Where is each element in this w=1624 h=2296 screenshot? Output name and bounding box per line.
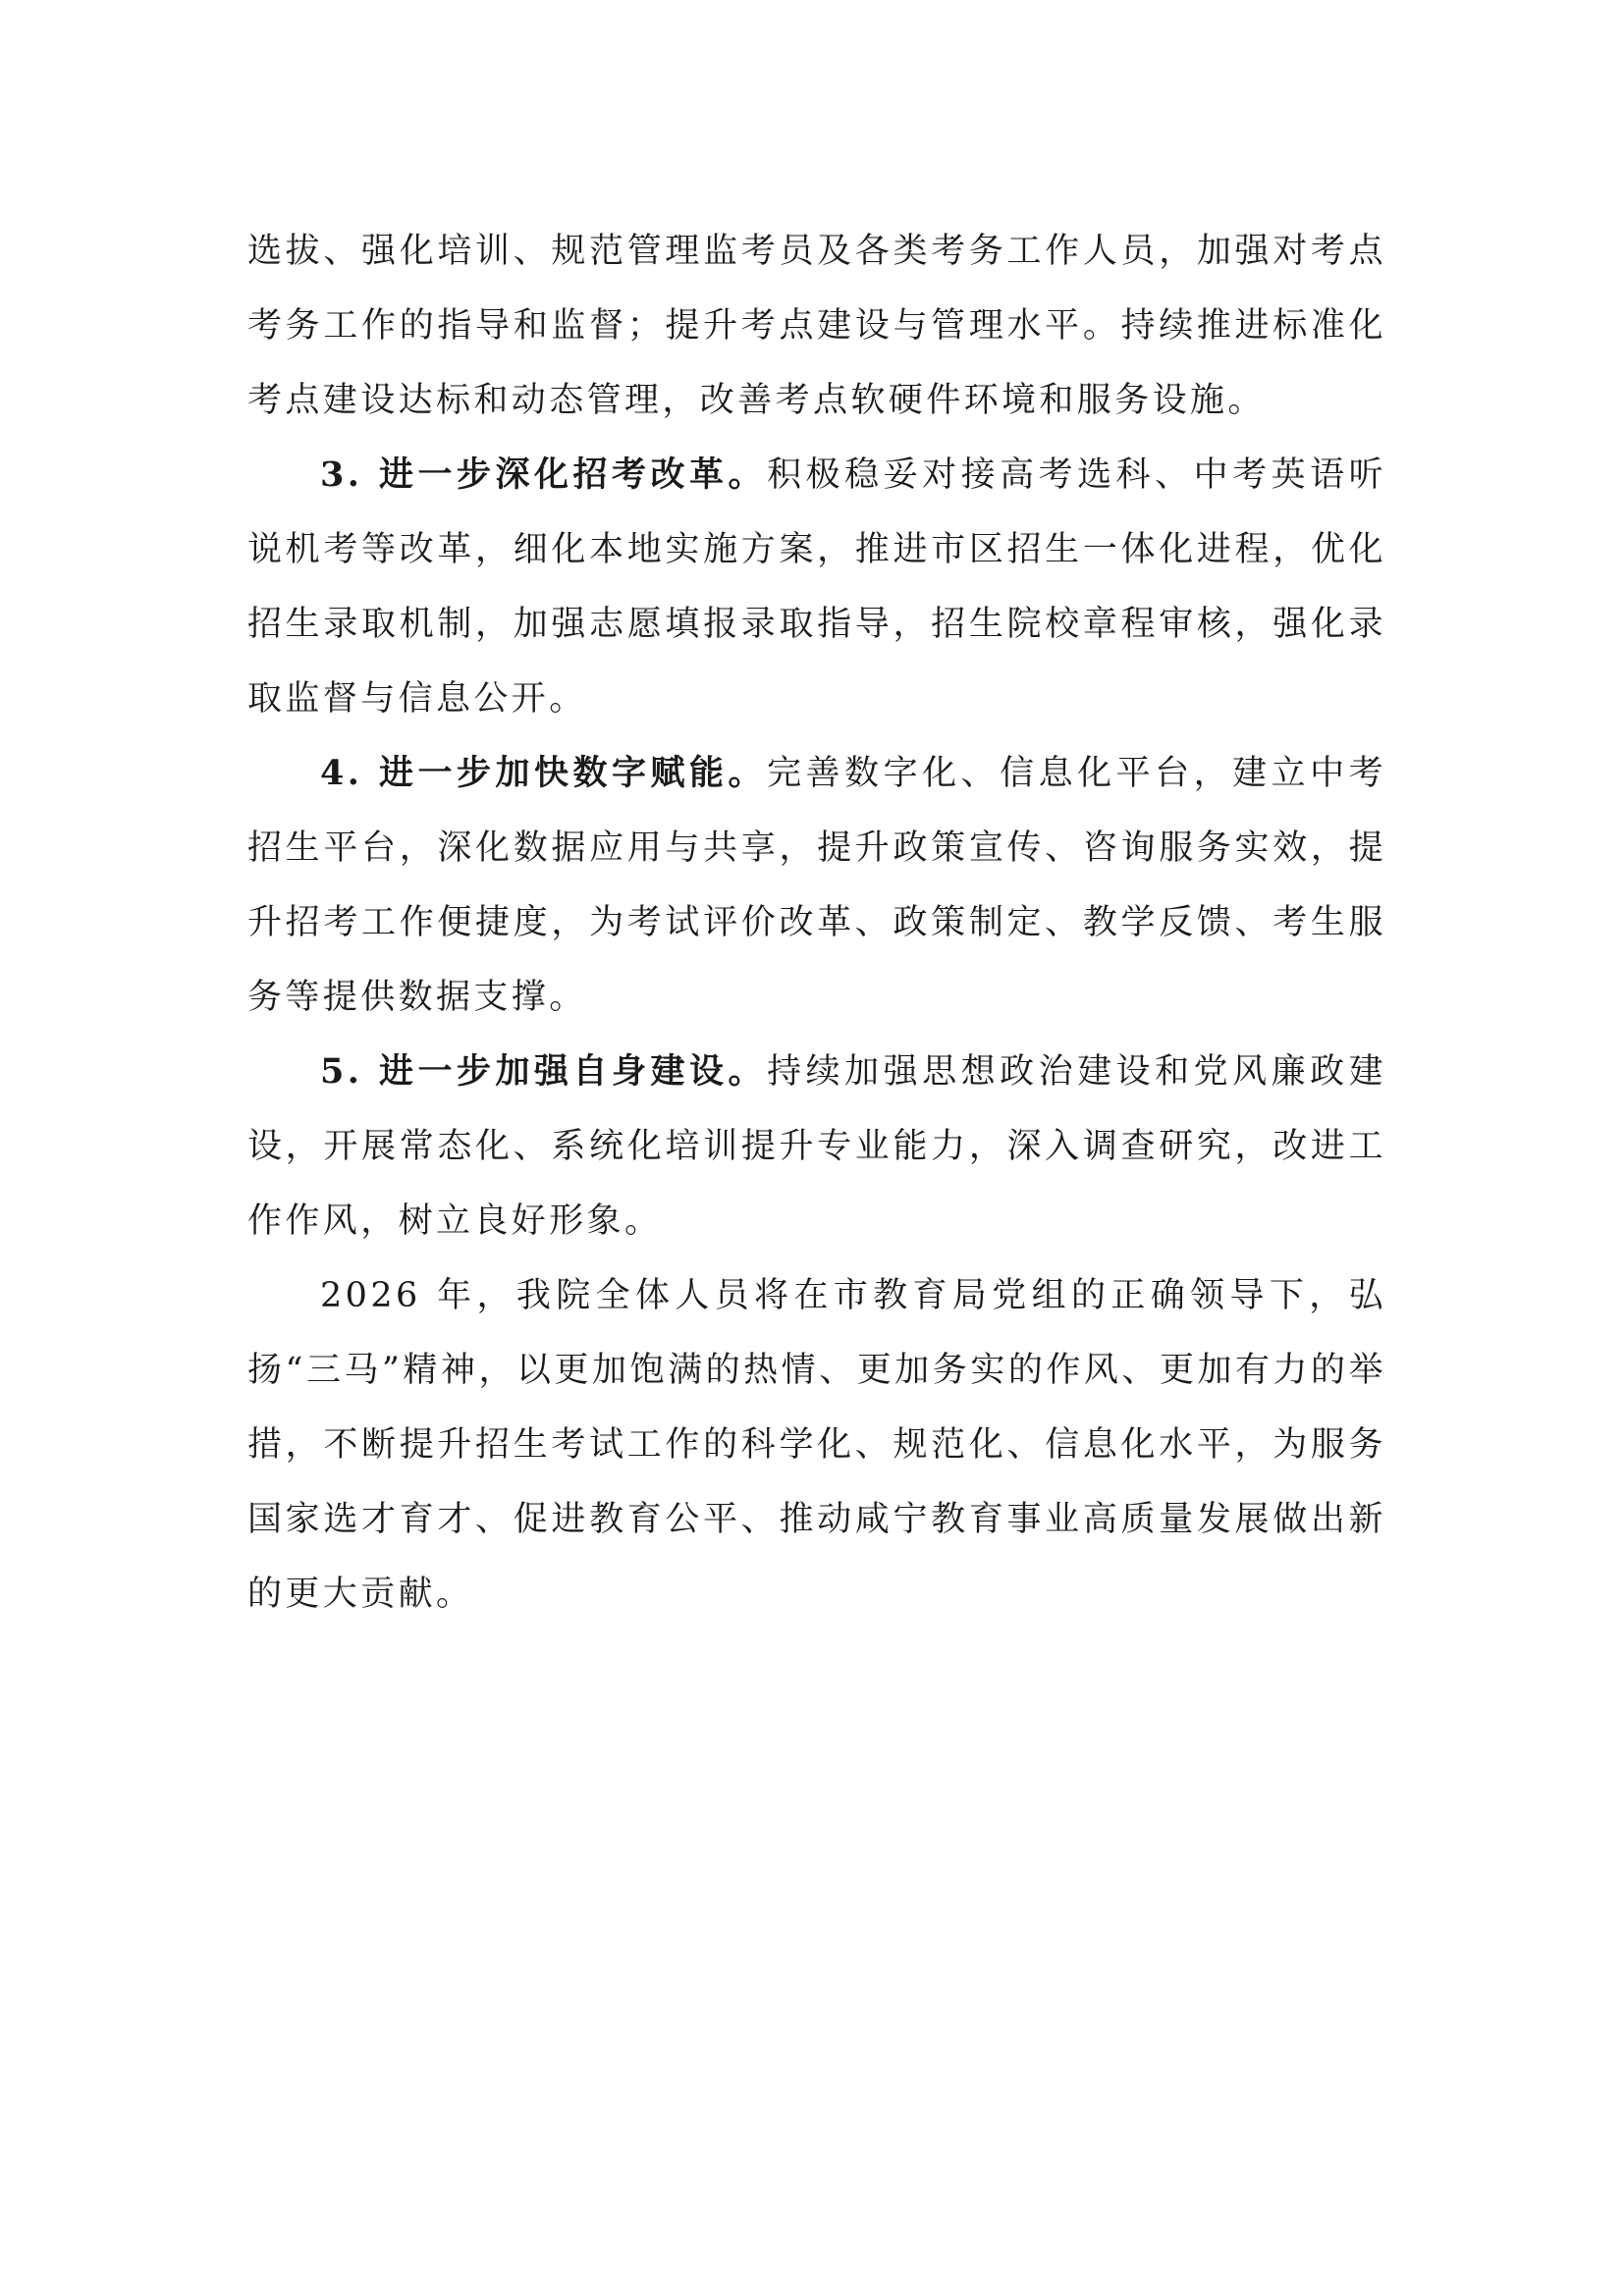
paragraph-conclusion-2026 <box>247 1258 1386 1631</box>
paragraph-text: 2026 年，我院全体人员将在市教育局党组的正确领导下，弘扬“三马”精神，以更加饱满的热情、更加务实的作风、更加有力的举措，不断提升招生考试工作的科学化、规范化、信息化水平，为服务国家选才育才、促进教育公平、推动咸宁教育事业高质量发展做出新的更大贡献。 <box>247 1276 1386 1614</box>
paragraph-exam-staff-continuation <box>247 214 1386 438</box>
document-body <box>247 214 1386 1631</box>
paragraph-heading: 3. 进一步深化招考改革。 <box>320 454 768 495</box>
paragraph-text: 积极稳妥对接高考选科、中考英语听说机考等改革，细化本地实施方案，推进市区招生一体化进程，优化招生录取机制，加强志愿填报录取指导，招生院校章程审核，强化录取监督与信息公开。 <box>247 455 1386 719</box>
paragraph-recruitment-reform <box>247 438 1386 736</box>
paragraph-heading: 4. 进一步加快数字赋能。 <box>320 753 768 793</box>
paragraph-heading: 5. 进一步加强自身建设。 <box>320 1051 768 1092</box>
paragraph-text: 选拔、强化培训、规范管理监考员及各类考务工作人员，加强对考点考务工作的指导和监督；提升考点建设与管理水平。持续推进标准化考点建设达标和动态管理，改善考点软硬件环境和服务设施。 <box>247 232 1386 420</box>
paragraph-digital-empowerment <box>247 736 1386 1035</box>
paragraph-text: 持续加强思想政治建设和党风廉政建设，开展常态化、系统化培训提升专业能力，深入调查研究，改进工作作风，树立良好形象。 <box>247 1052 1386 1241</box>
paragraph-text: 完善数字化、信息化平台，建立中考招生平台，深化数据应用与共享，提升政策宣传、咨询服务实效，提升招考工作便捷度，为考试评价改革、政策制定、教学反馈、考生服务等提供数据支撑。 <box>247 754 1386 1017</box>
paragraph-self-building <box>247 1035 1386 1258</box>
